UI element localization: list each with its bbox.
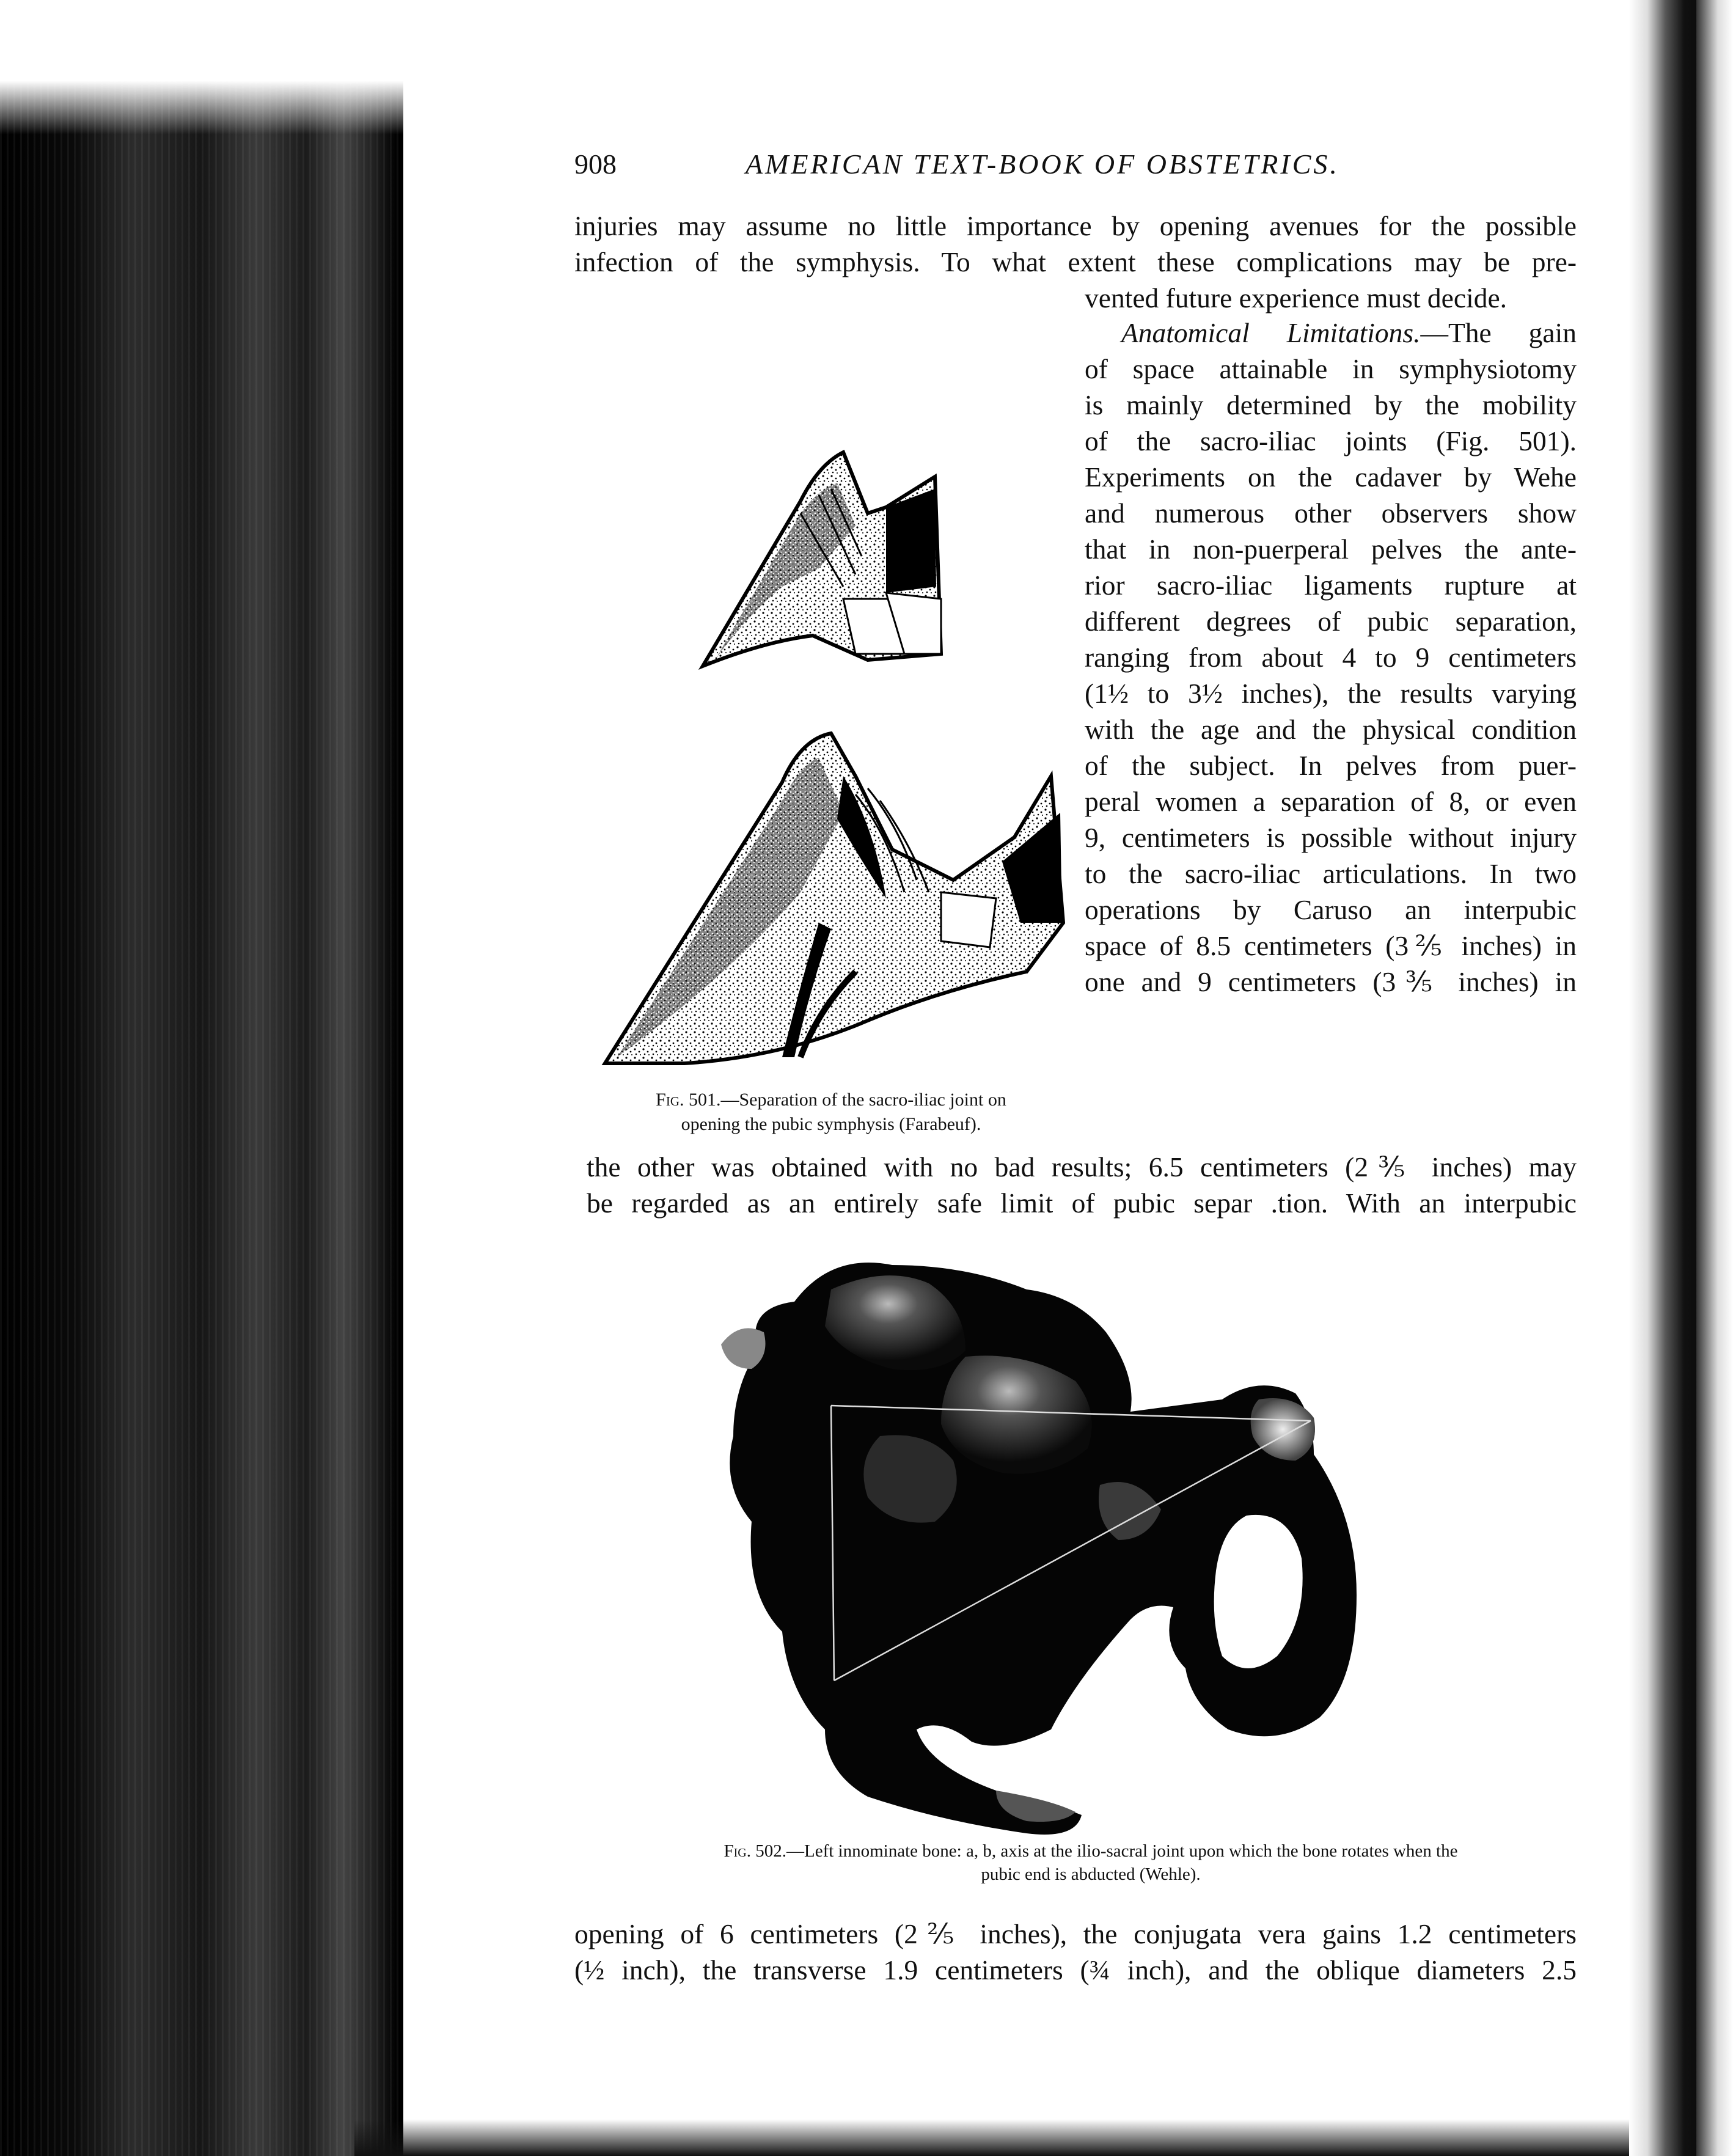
text-line: different degrees of pubic separation, — [1085, 606, 1577, 637]
figure-501-caption — [599, 1088, 1063, 1137]
text-line: injuries may assume no little importance by opening avenues for the possible — [574, 210, 1577, 241]
text-line: rior sacro-iliac ligaments rupture at — [1085, 570, 1577, 601]
text-line: the other was obtained with no bad results; 6.5 centimeters (2⅗ inches) may — [587, 1151, 1577, 1182]
paragraph-bottom — [574, 1916, 1577, 1988]
heading-continuation: —The gain — [1420, 317, 1577, 348]
text-line: (½ inch), the transverse 1.9 centimeters (¾ inch), and the oblique diameters 2.5 — [574, 1954, 1577, 1986]
caption-text: —Left innominate bone: a, b, axis at the ilio-sacral joint upon which the bone rotates when the — [786, 1841, 1458, 1861]
text-line: is mainly determined by the mobility — [1085, 389, 1577, 420]
caption-text: pubic end is abducted (Wehle). — [981, 1865, 1201, 1884]
text-line: Experiments on the cadaver by Wehe — [1085, 461, 1577, 493]
text-line: of space attainable in symphysiotomy — [1085, 353, 1577, 384]
innominate-bone-photo — [721, 1263, 1357, 1835]
figure-label: Fig. 502. — [724, 1841, 786, 1861]
running-header — [574, 148, 1577, 191]
figure-label: Fig. 501. — [656, 1090, 721, 1110]
right-margin-strip — [1696, 0, 1733, 2156]
bottom-page-shadow — [354, 2119, 1629, 2156]
text-line: one and 9 centimeters (3⅗ inches) in — [1085, 966, 1577, 997]
page-number: 908 — [574, 148, 617, 180]
paragraph-intro — [574, 208, 1577, 316]
caption-text: —Separation of the sacro-iliac joint on — [720, 1090, 1006, 1110]
text-line: (1½ to 3½ inches), the results varying — [1085, 678, 1577, 709]
text-line: of the subject. In pelves from puer- — [1085, 750, 1577, 781]
text-line — [1085, 315, 1577, 351]
text-line: 9, centimeters is possible without injury — [1085, 822, 1577, 853]
text-line: of the sacro-iliac joints (Fig. 501). — [1085, 425, 1577, 457]
figure-502-caption — [605, 1839, 1577, 1886]
side-column — [1085, 315, 1577, 1000]
text-line: ranging from about 4 to 9 centimeters — [1085, 642, 1577, 673]
book-page-edges — [0, 0, 403, 2156]
text-line: to the sacro-iliac articulations. In two — [1085, 858, 1577, 889]
text-line: that in non-puerperal pelves the ante- — [1085, 534, 1577, 565]
running-title: AMERICAN TEXT-BOOK OF OBSTETRICS. — [746, 148, 1339, 180]
figure-501-illustration — [599, 312, 1088, 1069]
text-line: opening of 6 centimeters (2⅖ inches), the conjugata vera gains 1.2 centimeters — [574, 1918, 1577, 1949]
text-line: space of 8.5 centimeters (3⅖ inches) in — [1085, 930, 1577, 961]
text-line: be regarded as an entirely safe limit of pubic separ .tion. With an interpubic — [587, 1187, 1577, 1219]
paragraph-continued — [587, 1149, 1577, 1221]
text-line: infection of the symphysis. To what extent these complications may be pre- — [574, 246, 1577, 277]
text-line: peral women a separation of 8, or even — [1085, 786, 1577, 817]
figure-502-photograph — [709, 1253, 1412, 1839]
text-line: with the age and the physical condition — [1085, 714, 1577, 745]
caption-text: opening the pubic symphysis (Farabeuf). — [681, 1114, 981, 1134]
text-line: vented future experience must decide. — [1085, 282, 1508, 314]
section-heading: Anatomical Limitations. — [1121, 317, 1421, 348]
book-edge-highlight — [0, 0, 403, 134]
text-line: operations by Caruso an interpubic — [1085, 894, 1577, 925]
sacroiliac-joint-separated-drawing — [605, 733, 1063, 1063]
text-line: and numerous other observers show — [1085, 497, 1577, 529]
sacroiliac-joint-closed-drawing — [703, 452, 941, 666]
